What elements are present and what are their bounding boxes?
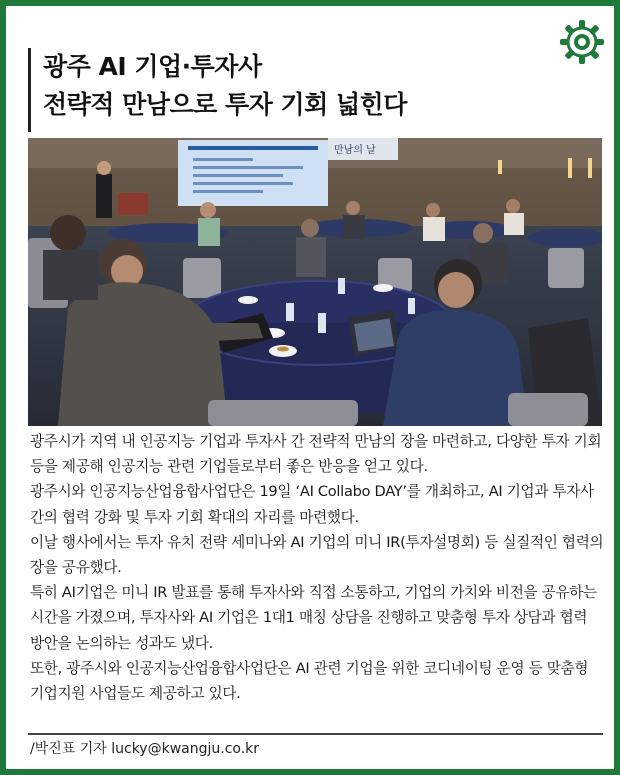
conference-photo: [28, 138, 602, 426]
article-paragraph: 특히 AI기업은 미니 IR 발표를 통해 투자사와 직접 소통하고, 기업의 가치와 비전을 공유하는 시간을 가졌으며, 투자사와 AI 기업은 1대1 매칭 상담을 진행하고 맞춤형 투자 상담과 협력 방안을 논의하는 성과도 냈다.: [30, 584, 597, 652]
byline: /박진표 기자 lucky@kwangju.co.kr: [30, 741, 260, 757]
screen-caption: 만남의 날: [334, 145, 376, 156]
article-paragraph: 광주시와 인공지능산업융합사업단은 19일 ‘AI Collabo DAY’를 개최하고, AI 기업과 투자사 간의 협력 강화 및 투자 기회 확대의 자리를 마련했다.: [30, 483, 594, 526]
divider: [28, 733, 603, 735]
headline-line-1: 광주 AI 기업·투자사: [43, 52, 262, 81]
article-body: [30, 429, 604, 731]
headline: [28, 48, 528, 132]
projector-screen: [178, 140, 328, 206]
gwangju-city-emblem-icon: [558, 18, 606, 66]
headline-line-2: 전략적 만남으로 투자 기회 넓힌다: [43, 90, 407, 119]
article-paragraph: 광주시가 지역 내 인공지능 기업과 투자사 간 전략적 만남의 장을 마련하고, 다양한 투자 기회 등을 제공해 인공지능 관련 기업들로부터 좋은 반응을 얻고 있다.: [30, 433, 602, 476]
article-paragraph: 이날 행사에서는 투자 유치 전략 세미나와 AI 기업의 미니 IR(투자설명회) 등 실질적인 협력의 장을 공유했다.: [30, 533, 604, 577]
article-paragraph: 또한, 광주시와 인공지능산업융합사업단은 AI 관련 기업을 위한 코디네이팅 운영 등 맞춤형 기업지원 사업들도 제공하고 있다.: [30, 659, 589, 703]
